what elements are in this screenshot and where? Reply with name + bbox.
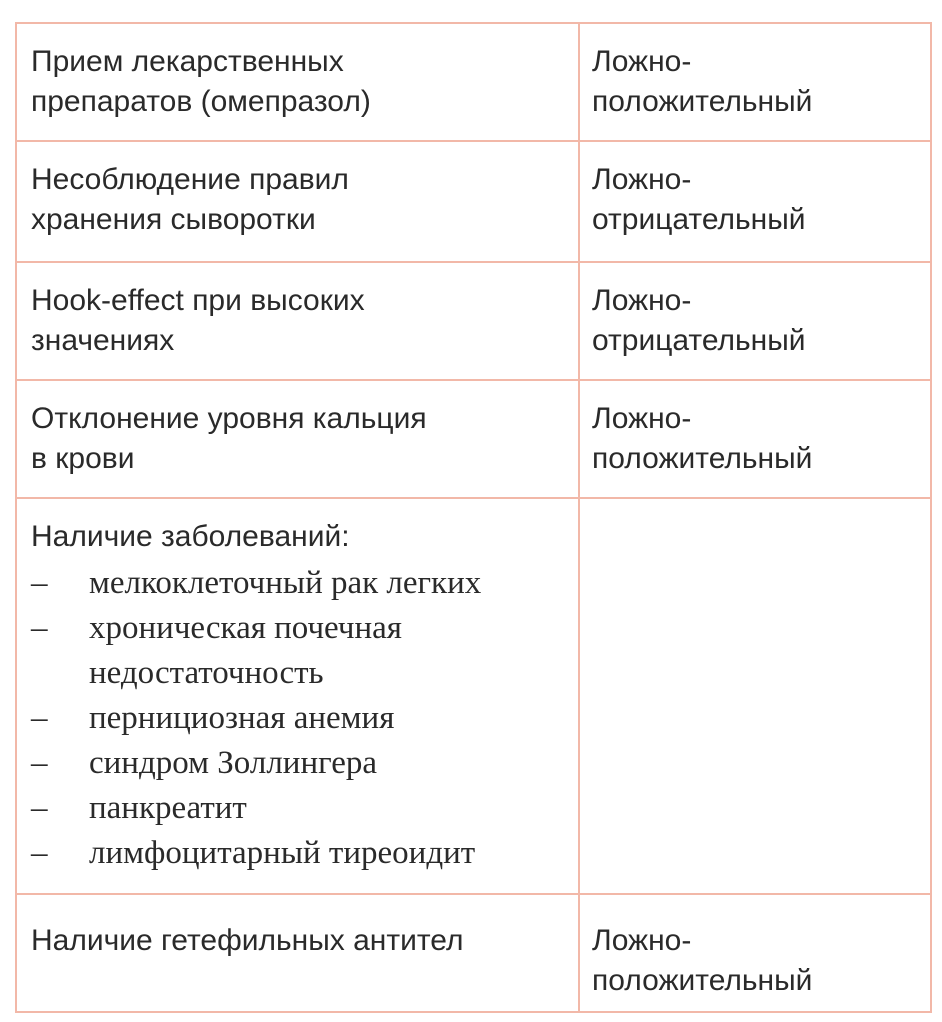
- table-row: [16, 141, 931, 262]
- interference-table: [15, 22, 932, 1013]
- list-item: [31, 741, 568, 786]
- list-dash: –: [31, 790, 48, 826]
- result-cell: [579, 262, 931, 380]
- disease-text: лимфоцитарный тиреоидит: [89, 835, 476, 871]
- disease-text: пернициозная анемия: [89, 700, 395, 736]
- disease-text: хроническая почечная недостаточность: [89, 610, 402, 691]
- result-text: Ложно- положительный: [592, 45, 813, 118]
- table-row: [16, 380, 931, 498]
- factor-cell: [16, 23, 579, 141]
- list-item: [31, 696, 568, 741]
- factor-cell: [16, 380, 579, 498]
- factor-text: Прием лекарственных препаратов (омепразол): [31, 45, 371, 118]
- result-text: Ложно- положительный: [592, 924, 813, 997]
- result-text: Ложно- положительный: [592, 402, 813, 475]
- result-cell: [579, 894, 931, 1012]
- result-cell: [579, 380, 931, 498]
- list-dash: –: [31, 835, 48, 871]
- factor-cell: [16, 262, 579, 380]
- factor-text: Наличие гетефильных антител: [31, 924, 464, 957]
- table-row: [16, 23, 931, 141]
- factor-text: Hook-effect при высоких значениях: [31, 284, 365, 357]
- list-dash: –: [31, 700, 48, 736]
- disease-text: мелкоклеточный рак легких: [89, 565, 482, 601]
- result-cell: [579, 498, 931, 894]
- list-dash: –: [31, 745, 48, 781]
- result-text: Ложно- отрицательный: [592, 284, 806, 357]
- list-item: [31, 831, 568, 876]
- list-item: [31, 561, 568, 606]
- list-item: [31, 786, 568, 831]
- list-dash: –: [31, 565, 48, 601]
- table-row: [16, 894, 931, 1012]
- disease-text: синдром Золлингера: [89, 745, 378, 781]
- list-dash: –: [31, 610, 48, 646]
- list-item: [31, 606, 568, 696]
- table-row: [16, 262, 931, 380]
- factor-text: Отклонение уровня кальция в крови: [31, 402, 427, 475]
- result-cell: [579, 23, 931, 141]
- factor-cell: [16, 141, 579, 262]
- factor-cell: [16, 498, 579, 894]
- table-row: [16, 498, 931, 894]
- factor-cell: [16, 894, 579, 1012]
- disease-list: [31, 561, 568, 876]
- disease-text: панкреатит: [89, 790, 247, 826]
- result-cell: [579, 141, 931, 262]
- factor-text: Несоблюдение правил хранения сыворотки: [31, 163, 349, 236]
- result-text: Ложно- отрицательный: [592, 163, 806, 236]
- factor-text: Наличие заболеваний:: [31, 520, 350, 553]
